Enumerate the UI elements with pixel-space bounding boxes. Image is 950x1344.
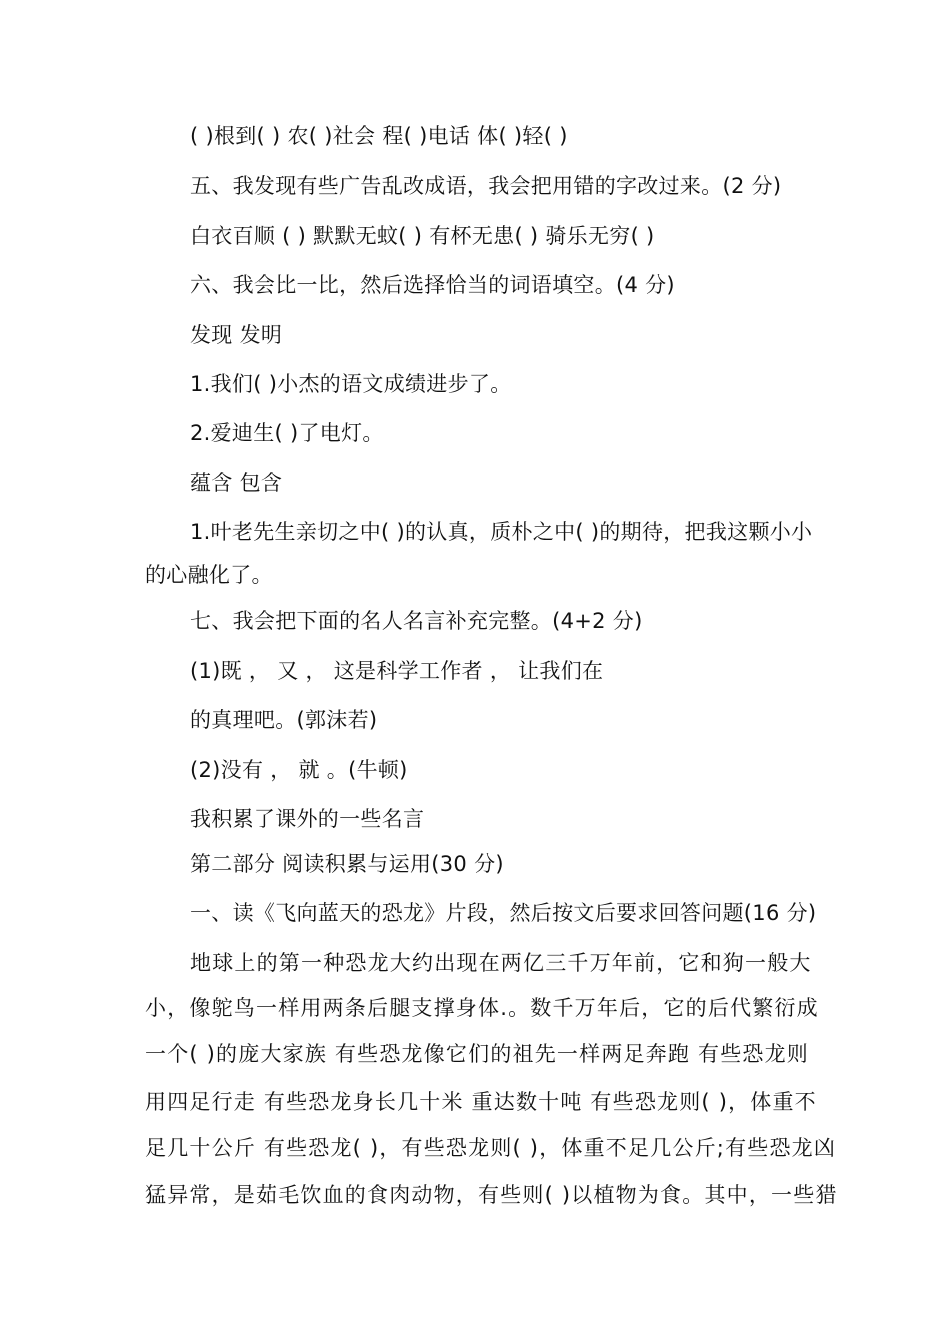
passage-line-5: 足几十公斤 有些恐龙( )，有些恐龙则( )，体重不足几公斤;有些恐龙凶 bbox=[145, 1136, 837, 1160]
word-pair-1: 发现 发明 bbox=[190, 323, 283, 347]
reading-question-heading: 一、读《飞向蓝天的恐龙》片段，然后按文后要求回答问题(16 分) bbox=[190, 901, 817, 925]
quote-line-1: (1)既 ， 又 ， 这是科学工作者 ， 让我们在 bbox=[190, 659, 604, 683]
passage-line-6: 猛异常，是茹毛饮血的食肉动物，有些则( )以植物为食。其中，一些猎 bbox=[145, 1183, 838, 1207]
text-line-1: ( )根到( ) 农( )社会 程( )电话 体( )轻( ) bbox=[190, 124, 568, 148]
question-line-3: 1.叶老先生亲切之中( )的认真，质朴之中( )的期待，把我这颗小小 bbox=[190, 520, 813, 544]
section-five-heading: 五、我发现有些广告乱改成语，我会把用错的字改过来。(2 分) bbox=[190, 174, 782, 198]
quote-line-2: (2)没有 ， 就 。(牛顿) bbox=[190, 758, 408, 782]
part-two-heading: 第二部分 阅读积累与运用(30 分) bbox=[190, 852, 504, 876]
question-line-1: 1.我们( )小杰的语文成绩进步了。 bbox=[190, 372, 512, 396]
passage-line-4: 用四足行走 有些恐龙身长几十米 重达数十吨 有些恐龙则( )，体重不 bbox=[145, 1090, 817, 1114]
quote-line-1-cont: 的真理吧。(郭沫若) bbox=[190, 708, 378, 732]
question-line-2: 2.爱迪生( )了电灯。 bbox=[190, 421, 384, 445]
passage-line-1: 地球上的第一种恐龙大约出现在两亿三千万年前，它和狗一般大 bbox=[190, 951, 812, 975]
word-pair-2: 蕴含 包含 bbox=[190, 471, 283, 495]
passage-line-2: 小，像鸵鸟一样用两条后腿支撑身体.。数千万年后，它的后代繁衍成 bbox=[145, 996, 819, 1020]
text-line-3: 白衣百顺 ( ) 默默无蚊( ) 有杯无患( ) 骑乐无穷( ) bbox=[190, 224, 655, 248]
passage-line-3: 一个( )的庞大家族 有些恐龙像它们的祖先一样两足奔跑 有些恐龙则 bbox=[145, 1042, 810, 1066]
section-six-heading: 六、我会比一比，然后选择恰当的词语填空。(4 分) bbox=[190, 273, 675, 297]
question-line-3-cont: 的心融化了。 bbox=[145, 563, 273, 587]
quote-line-3: 我积累了课外的一些名言 bbox=[190, 807, 425, 831]
section-seven-heading: 七、我会把下面的名人名言补充完整。(4+2 分) bbox=[190, 609, 643, 633]
